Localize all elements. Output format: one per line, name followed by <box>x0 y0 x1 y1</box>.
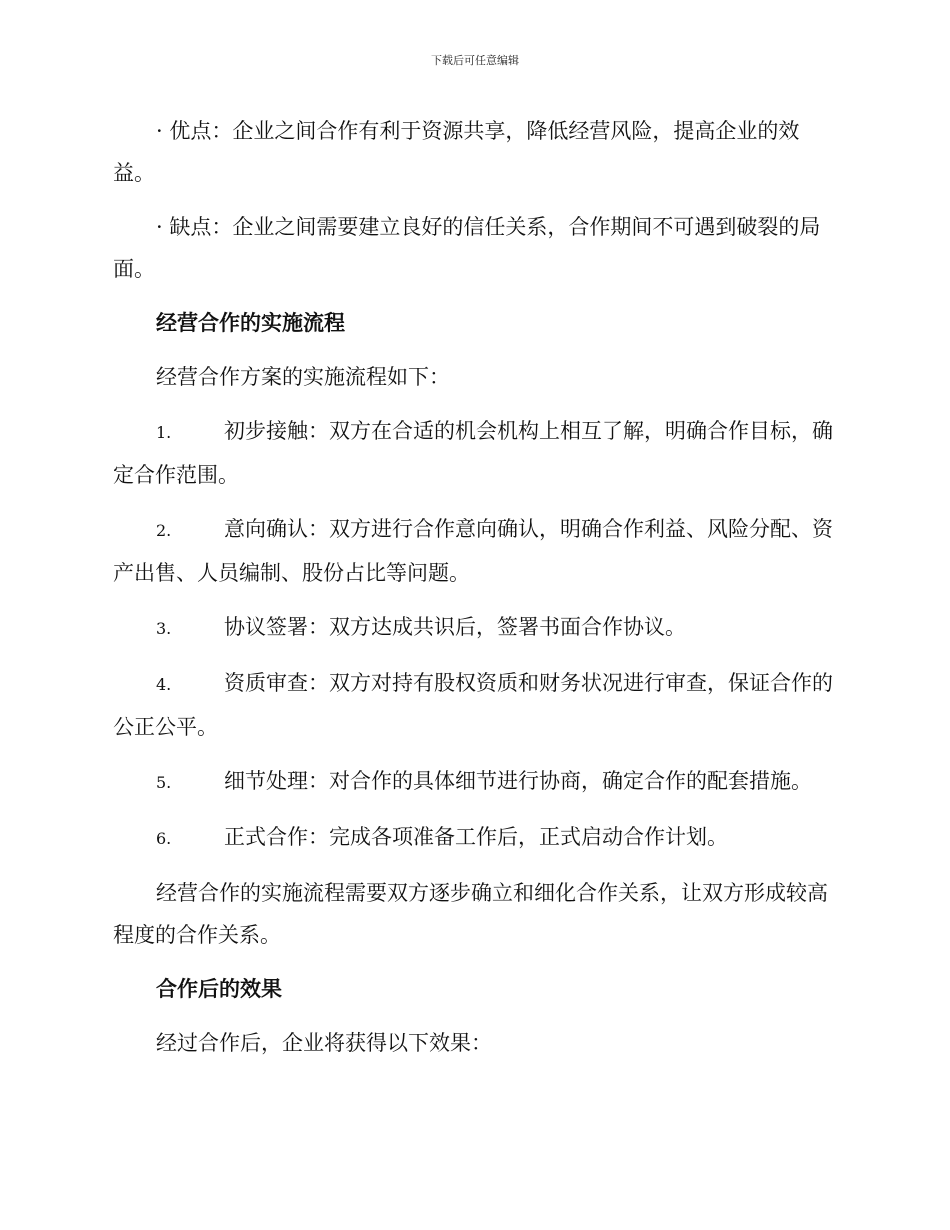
list-number: 1. <box>156 423 172 442</box>
process-intro: 经营合作方案的实施流程如下： <box>156 365 450 389</box>
list-item <box>113 760 835 804</box>
list-item <box>113 662 835 748</box>
list-number: 3. <box>156 619 172 638</box>
list-item <box>113 410 835 496</box>
list-text: 细节处理：对合作的具体细节进行协商，确定合作的配套措施。 <box>224 769 812 793</box>
list-text: 初步接触：双方在合适的机会机构上相互了解，明确合作目标，确定合作范围。 <box>113 419 833 487</box>
list-item <box>113 508 835 594</box>
list-text: 正式合作：完成各项准备工作后，正式启动合作计划。 <box>224 825 728 849</box>
bullet-advantage: · 优点：企业之间合作有利于资源共享，降低经营风险，提高企业的效益。 <box>113 119 800 185</box>
section-heading-process: 经营合作的实施流程 <box>156 311 345 335</box>
process-conclusion: 经营合作的实施流程需要双方逐步确立和细化合作关系，让双方形成较高程度的合作关系。 <box>113 881 828 947</box>
effects-intro: 经过合作后，企业将获得以下效果： <box>156 1031 492 1055</box>
list-number: 4. <box>156 675 172 694</box>
bullet-disadvantage: · 缺点：企业之间需要建立良好的信任关系，合作期间不可遇到破裂的局面。 <box>113 215 821 281</box>
section-heading-effects: 合作后的效果 <box>156 977 282 1001</box>
list-item <box>113 606 835 650</box>
list-text: 协议签署：双方达成共识后，签署书面合作协议。 <box>224 615 686 639</box>
list-text: 资质审查：双方对持有股权资质和财务状况进行审查，保证合作的公正公平。 <box>113 671 833 739</box>
list-text: 意向确认：双方进行合作意向确认，明确合作利益、风险分配、资产出售、人员编制、股份占比等问题。 <box>113 517 833 585</box>
list-number: 2. <box>156 521 172 540</box>
list-number: 6. <box>156 829 172 848</box>
document-body <box>113 110 835 1076</box>
list-item <box>113 816 835 860</box>
page-header: 下载后可任意编辑 <box>431 54 519 67</box>
list-number: 5. <box>156 773 172 792</box>
